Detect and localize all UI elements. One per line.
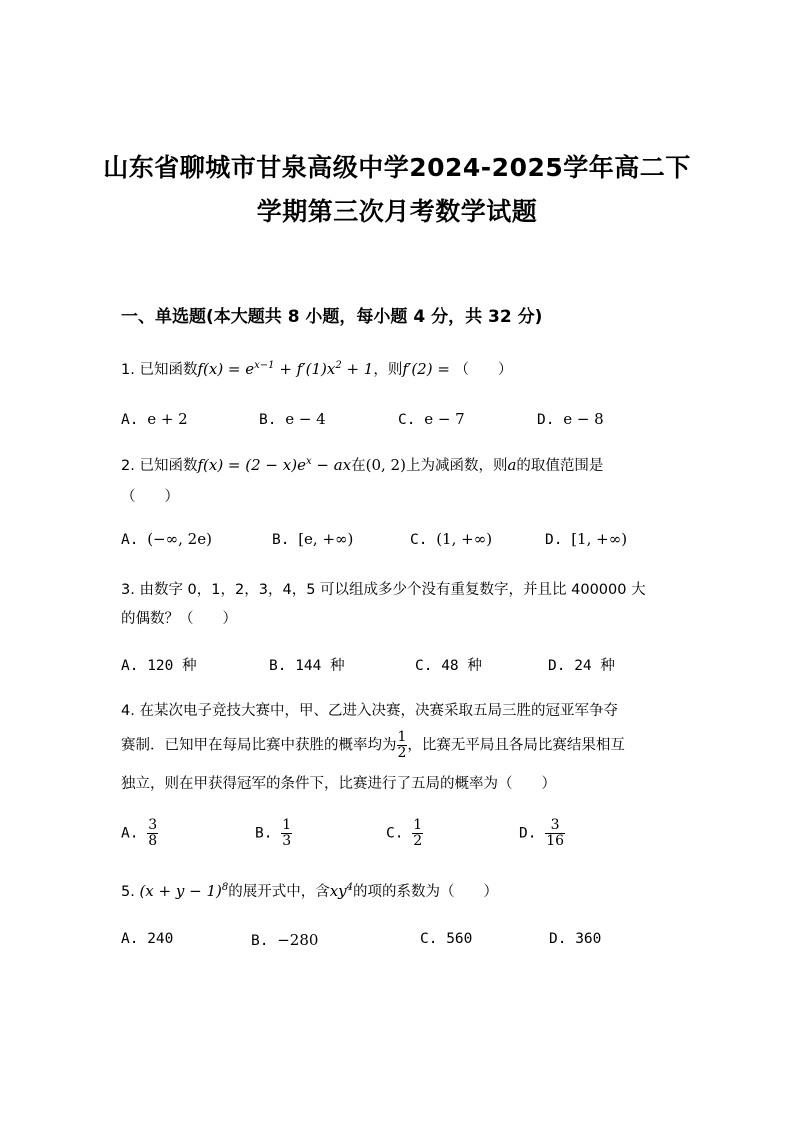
section-heading: 一、单选题(本大题共 8 小题，每小题 4 分，共 32 分) [121, 307, 543, 327]
option-a[interactable]: A. 120 种 [121, 658, 197, 674]
option-b[interactable]: B. [e, +∞) [272, 530, 354, 548]
question-number: 5. [121, 884, 135, 900]
option-d[interactable]: D. 24 种 [548, 658, 615, 674]
question-number: 4. [121, 703, 135, 719]
question-number: 2. [121, 458, 135, 474]
option-a[interactable]: A. e + 2 [121, 410, 188, 428]
option-b[interactable]: B. $\frac{1}{3}$ [255, 817, 292, 849]
question-text: 在某次电子竞技大赛中，甲、乙进入决赛，决赛采取五局三胜的冠亚军争夺 [139, 703, 618, 719]
fraction: $\frac{3}{8}$ [148, 817, 158, 849]
page-title-line-1: 山东省聊城市甘泉高级中学2024-2025学年高二下 [103, 153, 691, 182]
math-expression: $f(x) = e^{x-1} + f'(1)x^2 + 1$ [197, 360, 374, 378]
option-c[interactable]: C. (1, +∞) [410, 530, 493, 548]
math-expression: f′(2) = [402, 360, 450, 378]
question-number: 3. [121, 582, 135, 598]
fraction: $\frac{1}{2}$ [397, 729, 407, 761]
option-a[interactable]: A. (−∞, 2e) [121, 530, 212, 548]
option-b[interactable]: B. 144 种 [269, 658, 345, 674]
option-a[interactable]: A. 240 [121, 931, 174, 947]
question-text: 在 [351, 458, 366, 474]
math-expression: $f(x) = (2 - x)e^x$ − ax [197, 456, 352, 474]
math-expression: $xy^4$ [329, 882, 354, 900]
question-text: 由数字 0，1，2，3，4，5 可以组成多少个没有重复数字，并且比 400000 大 [139, 582, 646, 598]
math-expression: (0, 2) [365, 456, 406, 474]
question-text: 已知函数 [139, 458, 198, 474]
option-b[interactable]: B. e − 4 [259, 410, 326, 428]
question-text: 上为减函数，则 [405, 458, 508, 474]
page-title-line-2: 学期第三次月考数学试题 [256, 197, 538, 226]
question-text: 已知函数 [139, 362, 198, 378]
question-5-stem [121, 880, 498, 901]
question-number: 1. [121, 362, 135, 378]
question-text: 赛制．已知甲在每局比赛中获胜的概率均为 [121, 737, 397, 754]
question-4-stem-cont [121, 730, 625, 761]
question-text: ，则 [373, 362, 403, 378]
question-2-stem [121, 454, 603, 475]
question-4-stem-cont2: 独立，则在甲获得冠军的条件下，比赛进行了五局的概率为（ ） [121, 776, 556, 792]
option-d[interactable]: D. [1, +∞) [545, 530, 628, 548]
fraction: $\frac{1}{3}$ [282, 817, 292, 849]
question-3-stem-cont: 的偶数？（ ） [121, 611, 237, 627]
question-text: ，比赛无平局且各局比赛结果相互 [407, 737, 625, 754]
fraction: $\frac{1}{2}$ [413, 817, 423, 849]
option-c[interactable]: C. 560 [420, 931, 473, 947]
math-expression: $(x + y - 1)^8$ [139, 882, 229, 900]
question-4-stem [121, 699, 618, 720]
question-text: 的取值范围是 [516, 458, 604, 474]
option-d[interactable]: D. e − 8 [537, 410, 604, 428]
option-b[interactable]: B. −280 [251, 931, 319, 949]
question-1-stem [121, 358, 513, 379]
math-variable: a [507, 456, 517, 474]
fraction: $\frac{3}{16}$ [546, 817, 565, 849]
option-d[interactable]: D. $\frac{3}{16}$ [519, 817, 565, 849]
answer-blank: （ ） [121, 489, 179, 505]
option-c[interactable]: C. 48 种 [415, 658, 482, 674]
question-text: 的项的系数为（ ） [353, 884, 499, 900]
question-text: 的展开式中，含 [228, 884, 330, 900]
option-d[interactable]: D. 360 [549, 931, 602, 947]
option-c[interactable]: C. $\frac{1}{2}$ [386, 817, 423, 849]
option-c[interactable]: C. e − 7 [398, 410, 465, 428]
answer-blank: （ ） [454, 362, 513, 378]
option-a[interactable]: A. $\frac{3}{8}$ [121, 817, 158, 849]
question-3-stem [121, 578, 646, 599]
